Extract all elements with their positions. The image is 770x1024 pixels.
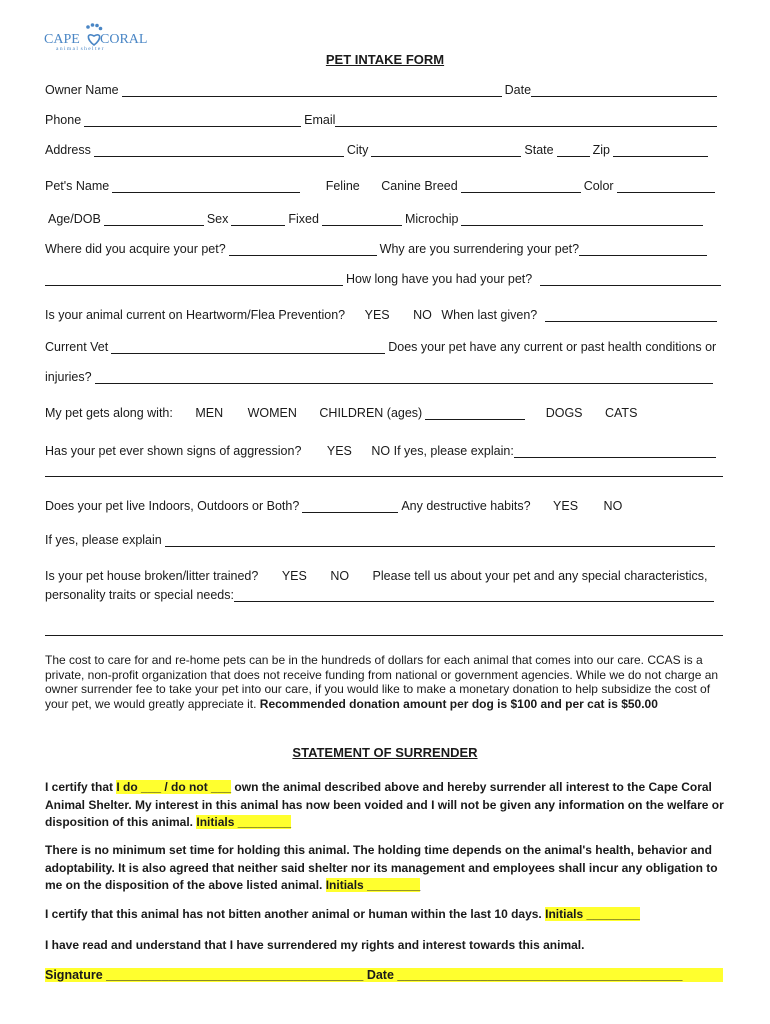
acquire-label: Where did you acquire your pet? <box>45 242 226 256</box>
aggression-label: Has your pet ever shown signs of aggression? <box>45 444 302 458</box>
surrender-paragraph-2 <box>45 842 725 895</box>
zip-label: Zip <box>592 143 610 157</box>
row-heartworm <box>45 308 720 322</box>
address-field[interactable] <box>94 156 344 157</box>
zip-field[interactable] <box>613 156 708 157</box>
surrender-p4: I have read and understand that I have surrendered my rights and interest towards this animal. <box>45 938 585 952</box>
microchip-field[interactable] <box>461 225 703 226</box>
cape-coral-logo <box>44 22 148 52</box>
heartworm-no[interactable]: NO <box>413 308 432 322</box>
logo-cape: CAPE <box>44 32 80 47</box>
color-label: Color <box>583 179 614 193</box>
canine-breed-label: Canine Breed <box>381 179 458 193</box>
sex-label: Sex <box>206 212 229 226</box>
destructive-no[interactable]: NO <box>603 499 623 513</box>
initials-field-3[interactable]: Initials ________ <box>545 907 640 921</box>
surrender-p1-rest: own the animal described above and hereby surrender all interest to the Cape Coral Animal Shelter. My interest in this animal has now been voided and I will not be given any information on the welfare or disposition of this animal. <box>45 780 724 829</box>
tell-us-label: Please tell us about your pet and any special characteristics, <box>372 569 708 583</box>
how-long-label: How long have you had your pet? <box>346 272 533 286</box>
canine-breed-field[interactable] <box>461 192 581 193</box>
row-acquire <box>45 242 710 256</box>
personality-field[interactable] <box>234 601 714 602</box>
row-vet <box>45 340 716 354</box>
date-field[interactable] <box>531 96 717 97</box>
house-broken-yes[interactable]: YES <box>281 569 307 583</box>
when-given-field[interactable] <box>545 321 717 322</box>
address-label: Address <box>45 143 91 157</box>
row-owner <box>45 83 720 97</box>
injuries-label: injuries? <box>45 370 92 384</box>
row-aggression-continued <box>45 463 726 477</box>
cost-paragraph <box>45 653 725 711</box>
age-dob-label: Age/DOB <box>48 212 101 226</box>
heartworm-label: Is your animal current on Heartworm/Flea Prevention? <box>45 308 346 322</box>
owner-name-label: Owner Name <box>45 83 119 97</box>
row-age <box>48 212 706 226</box>
surrender-paragraph-4 <box>45 938 725 953</box>
why-surrender-continued-field[interactable] <box>45 285 343 286</box>
city-field[interactable] <box>371 156 521 157</box>
aggression-yes[interactable]: YES <box>326 444 352 458</box>
phone-label: Phone <box>45 113 82 127</box>
fixed-field[interactable] <box>322 225 402 226</box>
surrender-paragraph-3 <box>45 907 725 922</box>
surrender-paragraph-1 <box>45 779 725 832</box>
sex-field[interactable] <box>231 225 285 226</box>
if-yes-explain-label: If yes, please explain <box>45 533 162 547</box>
initials-field-2[interactable]: Initials ________ <box>325 878 421 892</box>
row-if-yes <box>45 533 718 547</box>
indoors-label: Does your pet live Indoors, Outdoors or Both? <box>45 499 300 513</box>
color-field[interactable] <box>617 192 715 193</box>
option-dogs[interactable]: DOGS <box>545 406 583 420</box>
fixed-label: Fixed <box>288 212 319 226</box>
if-yes-explain-field[interactable] <box>165 546 715 547</box>
surrender-p3: I certify that this animal has not bitten another animal or human within the last 10 days. <box>45 907 542 921</box>
destructive-yes[interactable]: YES <box>553 499 579 513</box>
row-injuries <box>45 370 716 384</box>
row-phone <box>45 113 720 127</box>
injuries-field[interactable] <box>95 383 713 384</box>
row-how-long <box>45 272 724 286</box>
pets-name-label: Pet's Name <box>45 179 110 193</box>
option-cats[interactable]: CATS <box>605 406 638 420</box>
personality-continued-field[interactable] <box>45 635 723 636</box>
option-men[interactable]: MEN <box>195 406 224 420</box>
age-dob-field[interactable] <box>104 225 204 226</box>
how-long-field[interactable] <box>540 285 721 286</box>
logo-coral: CORAL <box>100 32 148 47</box>
personality-label: personality traits or special needs: <box>45 588 234 602</box>
row-aggression <box>45 444 719 458</box>
microchip-label: Microchip <box>404 212 459 226</box>
surrender-p2: There is no minimum set time for holding this animal. The holding time depends on the animal's health, behavior and adoptability. It is also agreed that neither said shelter nor its management and employees shall incur any obligation to me on the disposition of the above listed animal. <box>45 843 718 892</box>
aggression-explain-continued-field[interactable] <box>45 476 723 477</box>
children-ages-field[interactable] <box>425 419 525 420</box>
destructive-label: Any destructive habits? <box>401 499 531 513</box>
phone-field[interactable] <box>84 126 301 127</box>
signature-date-line[interactable]: Signature _____________________________________ Date _________________________________________ <box>45 968 723 982</box>
row-indoors <box>45 499 622 513</box>
heartworm-yes[interactable]: YES <box>364 308 390 322</box>
cost-recommendation: Recommended donation amount per dog is $100 and per cat is $50.00 <box>259 696 658 711</box>
row-house-broken <box>45 569 707 583</box>
row-pet-name <box>45 179 718 193</box>
row-personality-continued <box>45 622 726 636</box>
health-question: Does your pet have any current or past health conditions or <box>388 340 717 354</box>
form-title: PET INTAKE FORM <box>325 52 445 67</box>
state-field[interactable] <box>557 156 590 157</box>
aggression-no-explain-label: NO If yes, please explain: <box>371 444 514 458</box>
cost-text: The cost to care for and re-home pets can be in the hundreds of dollars for each animal that comes into our care. CCAS is a private, non-profit organization that does not receive funding from national or government agencies. While we do not charge an owner surrender fee to take your pet into our care, if you would like to make a monetary donation to help subsidize the cost of your pet, we would greatly appreciate it. <box>45 653 719 711</box>
row-gets-along <box>45 406 637 420</box>
option-children[interactable]: CHILDREN (ages) <box>319 406 423 420</box>
email-label: Email <box>304 113 336 127</box>
date-label: Date <box>504 83 532 97</box>
current-vet-label: Current Vet <box>45 340 109 354</box>
city-label: City <box>346 143 369 157</box>
indoors-field[interactable] <box>302 512 398 513</box>
email-field[interactable] <box>335 126 717 127</box>
acquire-field[interactable] <box>229 255 377 256</box>
why-surrender-label: Why are you surrendering your pet? <box>379 242 580 256</box>
gets-along-label: My pet gets along with: <box>45 406 173 420</box>
state-label: State <box>524 143 554 157</box>
house-broken-no[interactable]: NO <box>330 569 350 583</box>
house-broken-label: Is your pet house broken/litter trained? <box>45 569 259 583</box>
row-personality <box>45 588 717 602</box>
surrender-title: STATEMENT OF SURRENDER <box>292 745 478 760</box>
surrender-p1-start: I certify that <box>45 780 114 794</box>
do-do-not-choice[interactable]: I do ___ / do not ___ <box>116 780 232 794</box>
feline-option[interactable]: Feline <box>325 179 360 193</box>
option-women[interactable]: WOMEN <box>247 406 297 420</box>
current-vet-field[interactable] <box>111 353 385 354</box>
why-surrender-field[interactable] <box>579 255 707 256</box>
pets-name-field[interactable] <box>112 192 300 193</box>
initials-field-1[interactable]: Initials ________ <box>196 815 292 829</box>
logo-tagline: a n i m a l s h e l t e r <box>56 46 104 52</box>
when-given-label: When last given? <box>441 308 538 322</box>
row-address <box>45 143 711 157</box>
aggression-explain-field[interactable] <box>514 457 716 458</box>
owner-name-field[interactable] <box>122 96 502 97</box>
